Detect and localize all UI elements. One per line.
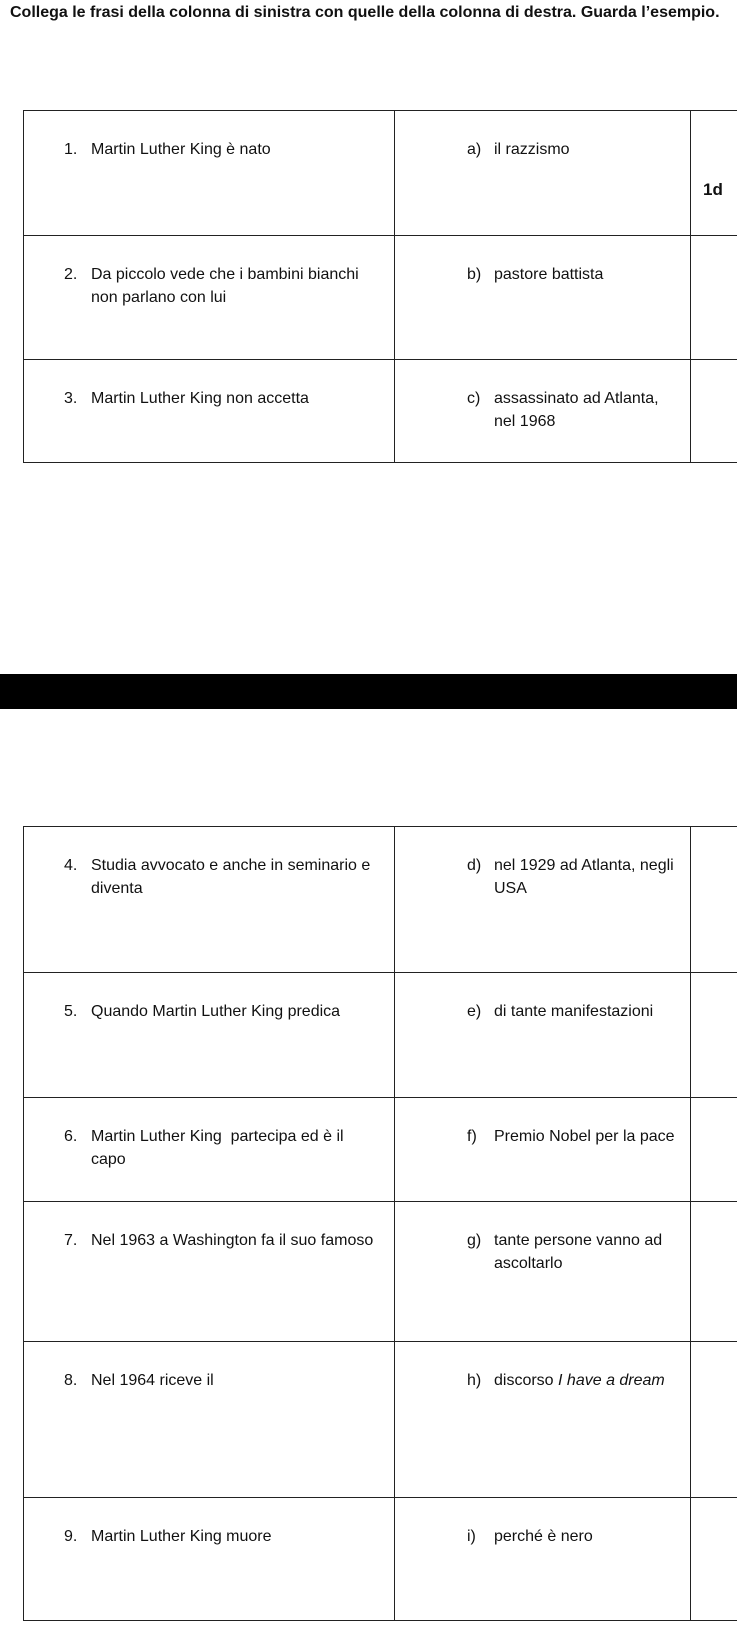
answer-cell[interactable]	[691, 236, 737, 360]
item-number: 5.	[64, 1003, 78, 1020]
right-cell	[395, 1342, 691, 1498]
item-text: nel 1929 ad Atlanta, negli USA	[494, 857, 674, 897]
table-row	[24, 111, 737, 236]
item-text: assassinato ad Atlanta, nel 1968	[494, 390, 659, 430]
right-cell	[395, 236, 691, 360]
item-text: Martin Luther King non accetta	[91, 390, 309, 407]
black-divider-band	[0, 674, 737, 709]
left-cell	[24, 1498, 395, 1621]
item-text: Martin Luther King muore	[91, 1528, 272, 1545]
answer-text	[691, 1202, 737, 1269]
table-row	[24, 1098, 737, 1202]
item-number: 6.	[64, 1128, 78, 1145]
item-number: 9.	[64, 1528, 78, 1545]
left-cell	[24, 236, 395, 360]
right-cell	[395, 827, 691, 973]
table-row	[24, 1202, 737, 1342]
item-text: Quando Martin Luther King predica	[91, 1003, 341, 1020]
answer-text	[691, 360, 737, 427]
item-text: Nel 1963 a Washington fa il suo famoso	[91, 1232, 374, 1249]
instructions: Collega le frasi della colonna di sinistra con quelle della colonna di destra. Guarda l’esempio.	[10, 4, 720, 21]
item-text: Martin Luther King è nato	[91, 141, 271, 158]
item-text: il razzismo	[494, 141, 570, 158]
left-cell	[24, 111, 395, 236]
right-cell	[395, 1098, 691, 1202]
item-letter: d)	[467, 857, 482, 874]
answer-text	[691, 827, 737, 894]
left-cell	[24, 1202, 395, 1342]
item-text: Studia avvocato e anche in seminario e diventa	[91, 857, 371, 897]
table-row	[24, 236, 737, 360]
answer-cell[interactable]	[691, 111, 737, 236]
answer-text	[691, 1498, 737, 1565]
matching-table-1	[23, 110, 737, 463]
item-text	[494, 1369, 682, 1392]
matching-table-2	[23, 826, 737, 1621]
answer-cell[interactable]	[691, 1342, 737, 1498]
item-number: 1.	[64, 141, 78, 158]
right-cell	[395, 360, 691, 463]
table-row	[24, 973, 737, 1098]
item-number: 4.	[64, 857, 78, 874]
left-cell	[24, 973, 395, 1098]
item-number: 7.	[64, 1232, 78, 1249]
item-text-plain: discorso	[494, 1372, 559, 1389]
right-cell	[395, 973, 691, 1098]
table-row	[24, 360, 737, 463]
item-text: Da piccolo vede che i bambini bianchi non parlano con lui	[91, 266, 359, 306]
item-letter: f)	[467, 1128, 477, 1145]
item-letter: a)	[467, 141, 482, 158]
answer-cell[interactable]	[691, 360, 737, 463]
answer-text	[691, 1342, 737, 1409]
item-letter: i)	[467, 1528, 476, 1545]
item-number: 8.	[64, 1372, 78, 1389]
table-row	[24, 1498, 737, 1621]
table-row	[24, 1342, 737, 1498]
item-letter: h)	[467, 1372, 482, 1389]
right-cell	[395, 1202, 691, 1342]
right-cell	[395, 111, 691, 236]
item-text: Nel 1964 riceve il	[91, 1372, 214, 1389]
left-cell	[24, 827, 395, 973]
item-number: 2.	[64, 266, 78, 283]
item-text: Premio Nobel per la pace	[494, 1128, 675, 1145]
answer-text	[691, 236, 737, 303]
item-text-italic: I have a dream	[558, 1372, 665, 1389]
item-text: tante persone vanno ad ascoltarlo	[494, 1232, 663, 1272]
item-letter: b)	[467, 266, 482, 283]
item-letter: g)	[467, 1232, 482, 1249]
item-letter: c)	[467, 390, 481, 407]
item-number: 3.	[64, 390, 78, 407]
left-cell	[24, 1342, 395, 1498]
answer-cell[interactable]	[691, 827, 737, 973]
right-cell	[395, 1498, 691, 1621]
answer-text	[691, 1098, 737, 1165]
answer-text	[691, 973, 737, 1040]
table-row	[24, 827, 737, 973]
item-text: pastore battista	[494, 266, 604, 283]
answer-cell[interactable]	[691, 1498, 737, 1621]
answer-text: 1d	[703, 180, 723, 199]
item-letter: e)	[467, 1003, 482, 1020]
item-text: perché è nero	[494, 1528, 593, 1545]
item-text: di tante manifestazioni	[494, 1003, 654, 1020]
item-text: Martin Luther King partecipa ed è il capo	[91, 1128, 349, 1168]
left-cell	[24, 360, 395, 463]
left-cell	[24, 1098, 395, 1202]
answer-cell[interactable]	[691, 1202, 737, 1342]
answer-cell[interactable]	[691, 1098, 737, 1202]
answer-cell[interactable]	[691, 973, 737, 1098]
